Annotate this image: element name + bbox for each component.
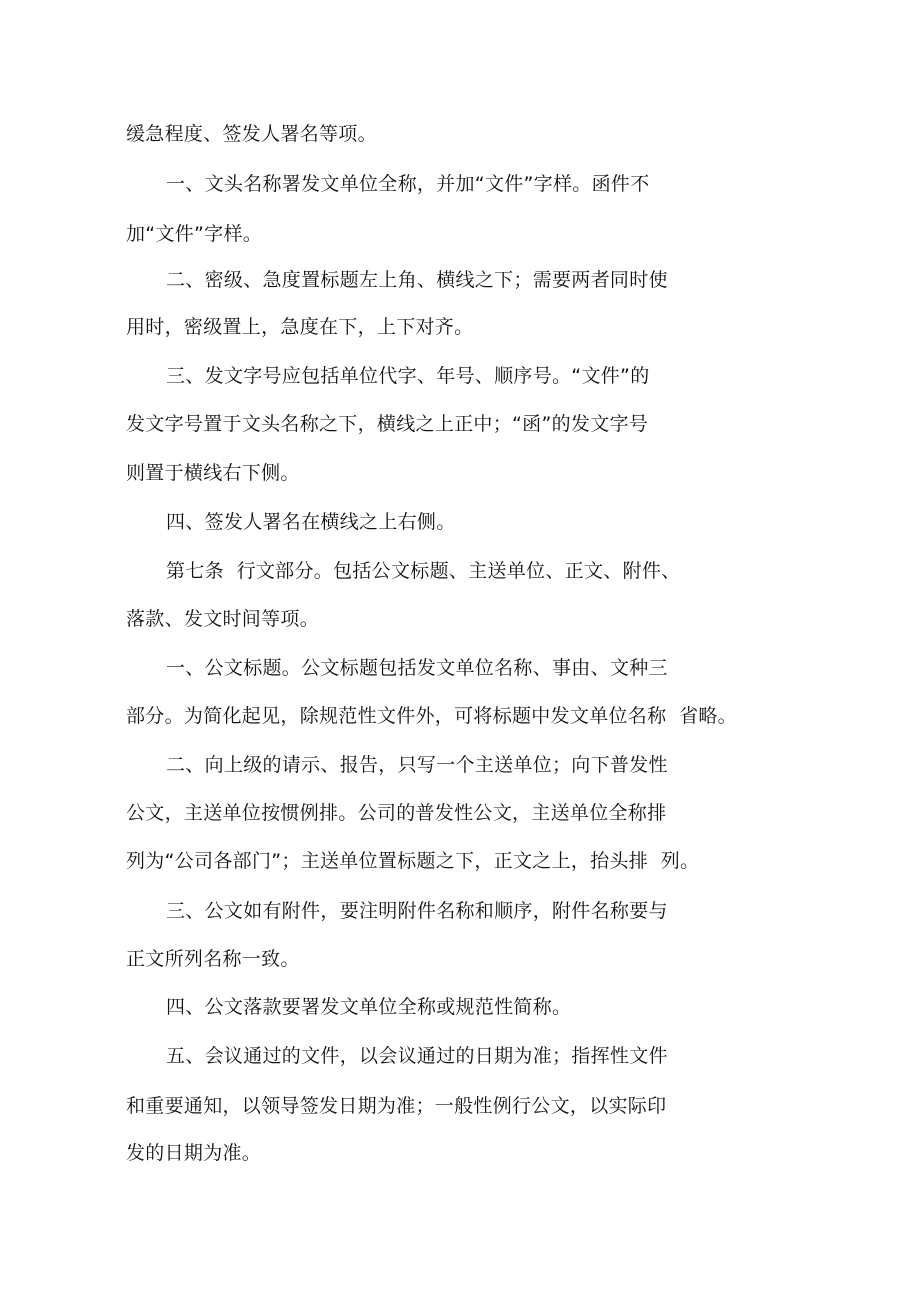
text-line: 列为“公司各部门”；主送单位置标题之下，正文之上，抬头排 列。 [126, 850, 700, 872]
text-line: 四、签发人署名在横线之上右侧。 [166, 511, 456, 533]
text-line: 二、密级、急度置标题左上角、横线之下；需要两者同时使 [166, 269, 668, 291]
text-line: 五、会议通过的文件，以会议通过的日期为准；指挥性文件 [166, 1045, 668, 1067]
text-line: 加“文件”字样。 [126, 223, 263, 245]
text-line: 四、公文落款要署发文单位全称或规范性简称。 [166, 996, 572, 1018]
text-line: 正文所列名称一致。 [126, 948, 300, 970]
text-line: 缓急程度、签发人署名等项。 [126, 123, 377, 145]
text-line: 部分。为简化起见，除规范性文件外，可将标题中发文单位名称 省略。 [126, 705, 737, 727]
text-line: 一、公文标题。公文标题包括发文单位名称、事由、文种三 [166, 657, 668, 679]
text-line: 第七条 行文部分。包括公文标题、主送单位、正文、附件、 [166, 560, 681, 582]
text-line: 公文，主送单位按惯例排。公司的普发性公文，主送单位全称排 [126, 802, 667, 824]
text-line: 和重要通知，以领导签发日期为准；一般性例行公文，以实际印 [126, 1095, 667, 1117]
text-line: 发文字号置于文头名称之下，横线之上正中；“函”的发文字号 [126, 413, 649, 435]
text-line: 三、公文如有附件，要注明附件名称和顺序，附件名称要与 [166, 900, 668, 922]
text-line: 发的日期为准。 [126, 1142, 262, 1164]
text-line: 一、文头名称署发文单位全称，并加“文件”字样。函件不 [166, 173, 650, 195]
text-line: 三、发文字号应包括单位代字、年号、顺序号。“文件”的 [166, 365, 650, 387]
text-line: 用时，密级置上，急度在下，上下对齐。 [126, 316, 474, 338]
text-line: 则置于横线右下侧。 [126, 462, 300, 484]
text-line: 落款、发文时间等项。 [126, 608, 320, 630]
text-line: 二、向上级的请示、报告，只写一个主送单位；向下普发性 [166, 754, 668, 776]
